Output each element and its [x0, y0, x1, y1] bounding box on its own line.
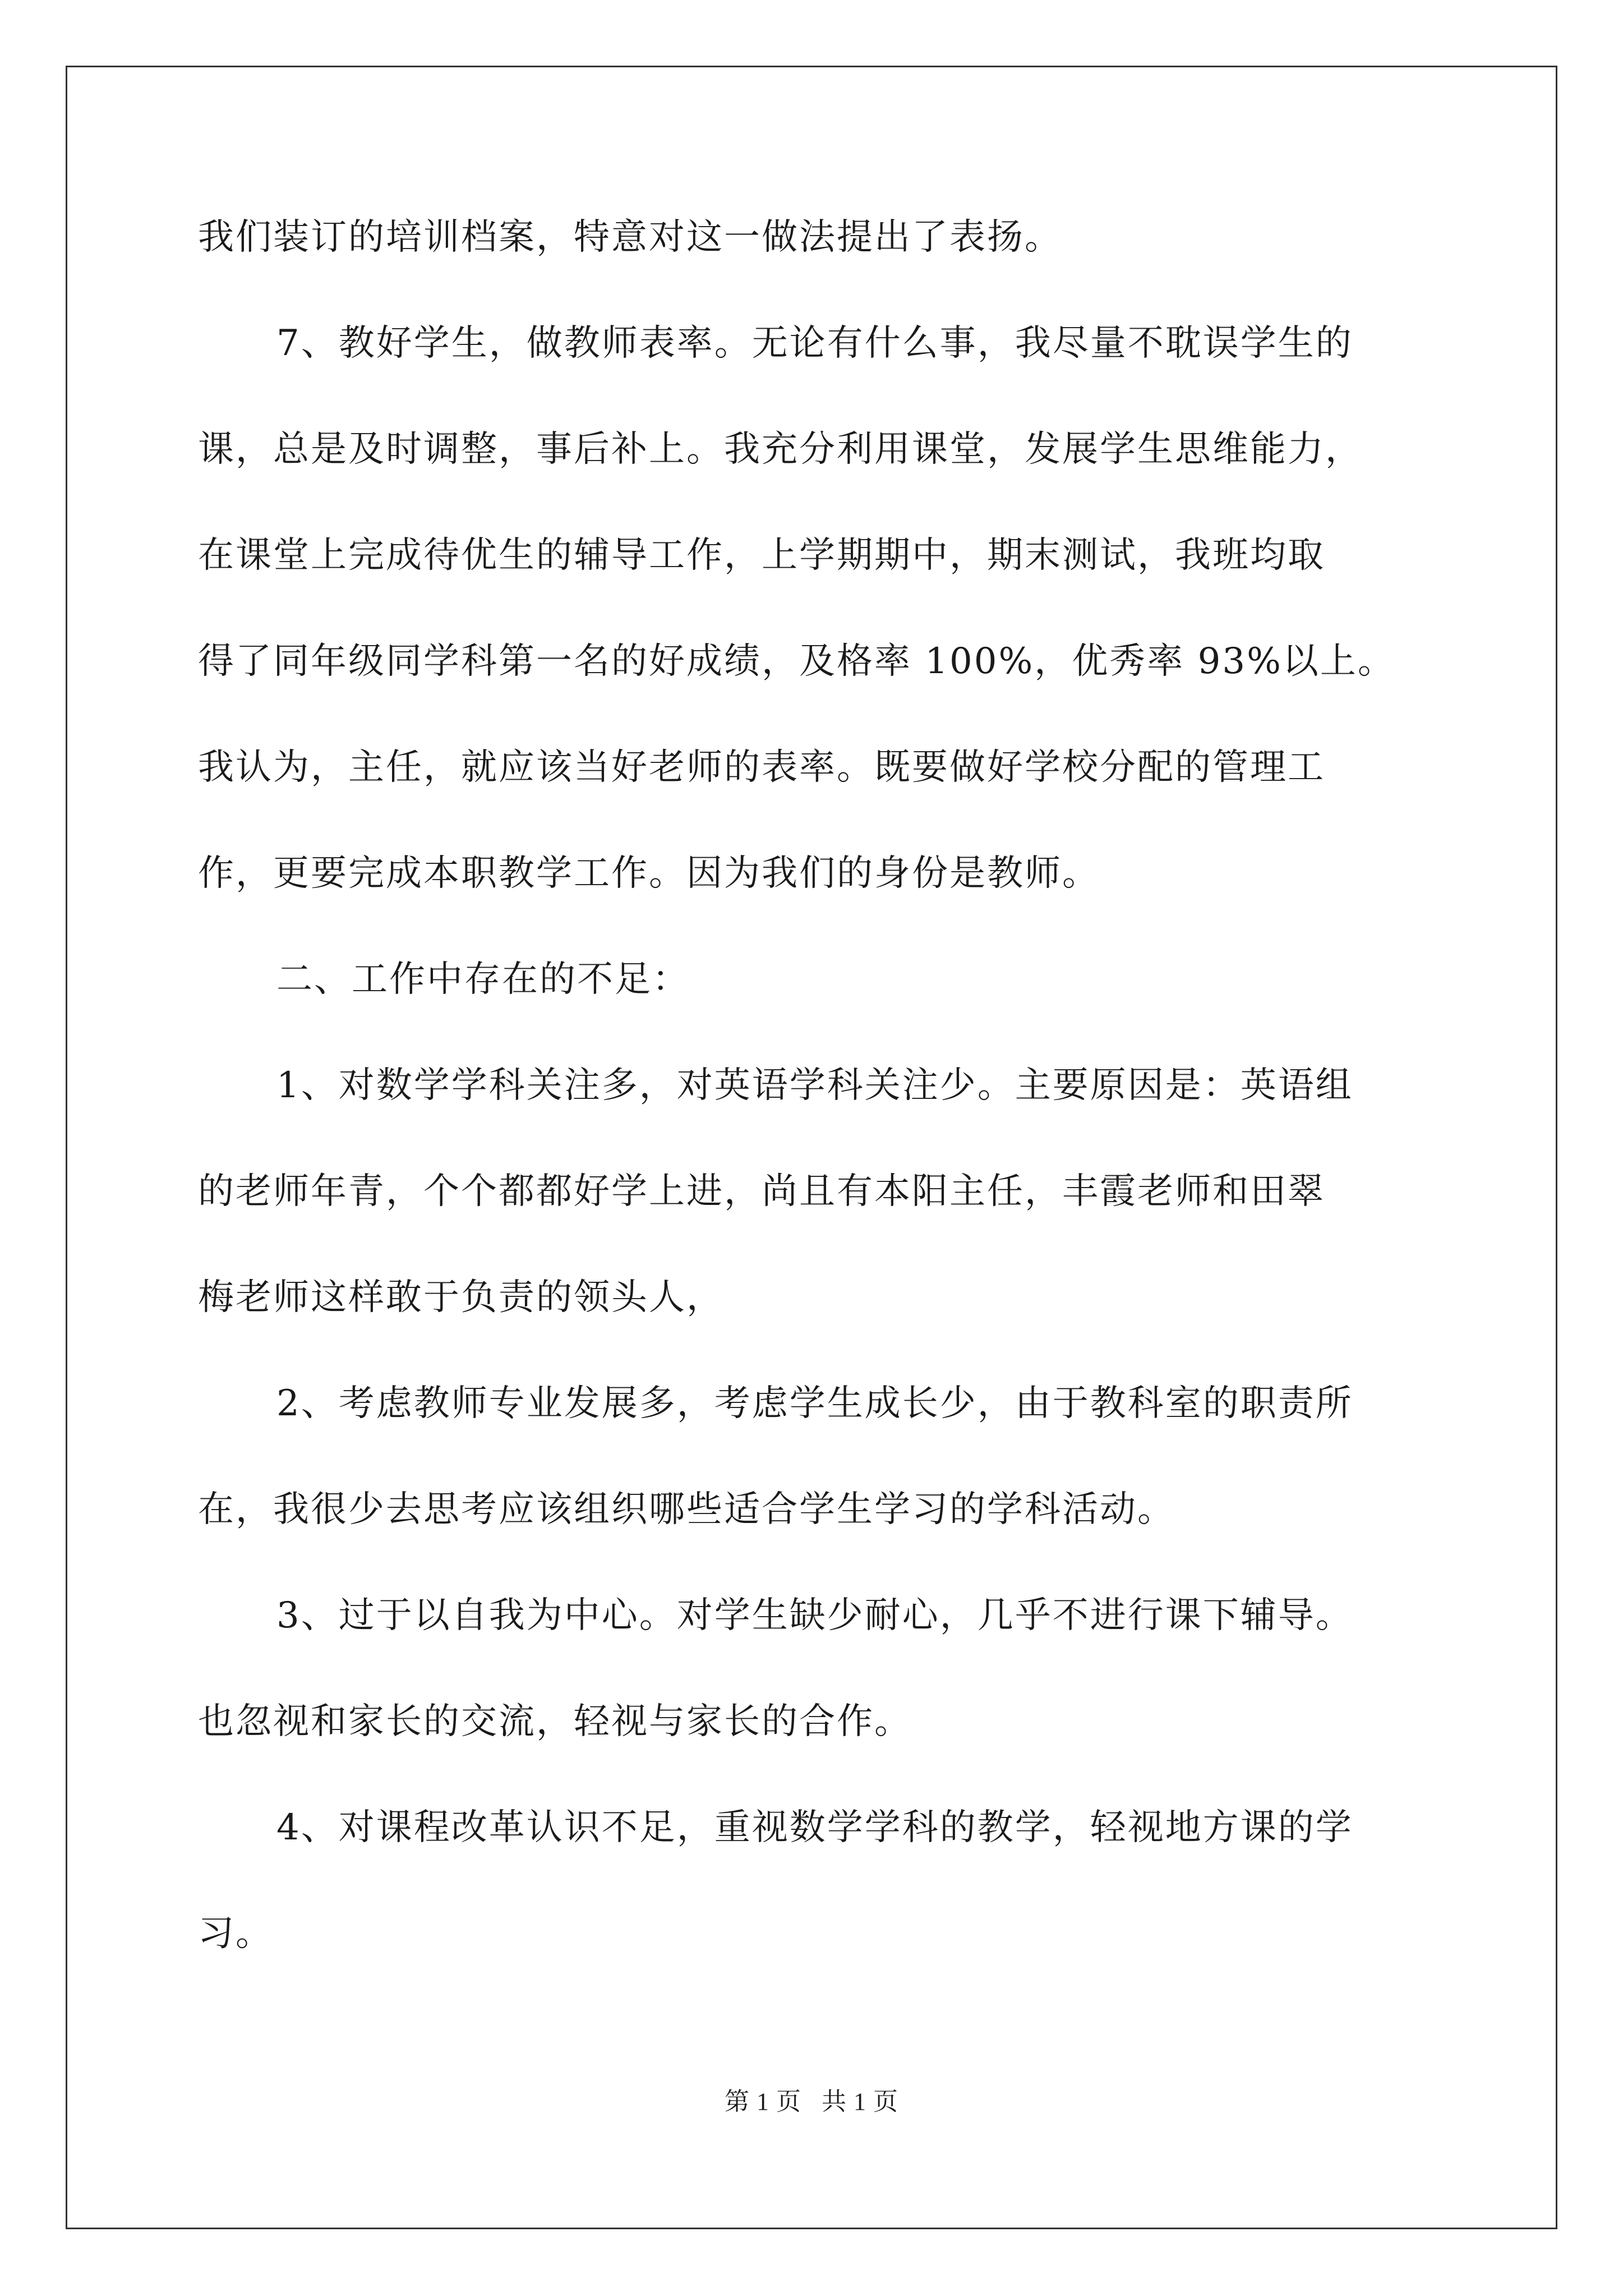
text-line: 在，我很少去思考应该组织哪些适合学生学习的学科活动。: [198, 1489, 1175, 1530]
text-line: 习。: [198, 1913, 273, 1954]
section-heading: 二、工作中存在的不足：: [276, 959, 690, 1000]
text-line: 1、对数学学科关注多，对英语学科关注少。主要原因是：英语组: [276, 1065, 1353, 1106]
text-line: 得了同年级同学科第一名的好成绩，及格率 100%，优秀率 93%以上。: [198, 641, 1395, 682]
page-footer: [0, 2081, 1623, 2117]
text-line: 梅老师这样敢于负责的领头人，: [198, 1277, 724, 1318]
text-line: 7、教好学生，做教师表率。无论有什么事，我尽量不耽误学生的: [276, 323, 1353, 364]
document-body: [198, 209, 1432, 2012]
text-line: 我们装订的培训档案，特意对这一做法提出了表扬。: [198, 217, 1062, 258]
text-line: 3、过于以自我为中心。对学生缺少耐心，几乎不进行课下辅导。: [276, 1595, 1353, 1636]
page-number-current: 第 1 页: [725, 2088, 801, 2115]
text-line: 作，更要完成本职教学工作。因为我们的身份是教师。: [198, 853, 1100, 894]
text-line: 在课堂上完成待优生的辅导工作，上学期期中，期末测试，我班均取: [198, 535, 1325, 576]
text-line: 也忽视和家长的交流，轻视与家长的合作。: [198, 1701, 912, 1742]
text-line: 课，总是及时调整，事后补上。我充分利用课堂，发展学生思维能力，: [198, 429, 1363, 470]
text-line: 4、对课程改革认识不足，重视数学学科的教学，轻视地方课的学: [276, 1807, 1353, 1848]
text-line: 我认为，主任，就应该当好老师的表率。既要做好学校分配的管理工: [198, 747, 1325, 788]
text-line: 的老师年青，个个都都好学上进，尚且有本阳主任，丰霞老师和田翠: [198, 1171, 1325, 1212]
page-number-total: 共 1 页: [822, 2088, 898, 2115]
text-line: 2、考虑教师专业发展多，考虑学生成长少，由于教科室的职责所: [276, 1383, 1353, 1424]
